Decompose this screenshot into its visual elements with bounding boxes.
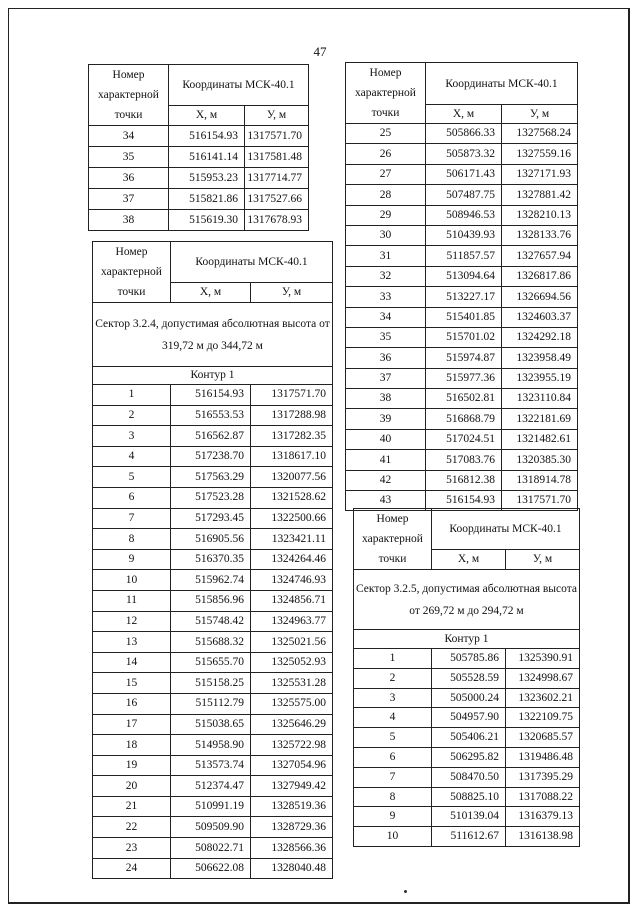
point-number-cell: 36 [346,348,426,368]
y-header: У, м [502,105,578,124]
point-number-cell: 34 [346,307,426,327]
x-coordinate-cell: 515953.23 [169,168,245,189]
point-number-cell: 11 [93,590,171,611]
table-row [93,570,333,591]
table-row [354,708,580,728]
point-number-cell: 19 [93,755,171,776]
table-row [93,508,333,529]
table-row [89,147,309,168]
y-coordinate-cell: 1317282.35 [251,426,333,447]
y-coordinate-cell: 1327054.96 [251,755,333,776]
x-header: Х, м [426,105,502,124]
x-coordinate-cell: 516154.93 [169,126,245,147]
y-coordinate-cell: 1326817.86 [502,266,578,286]
x-coordinate-cell: 515856.96 [171,590,251,611]
table-row [93,693,333,714]
y-coordinate-cell: 1317527.66 [245,189,309,210]
y-coordinate-cell: 1328729.36 [251,817,333,838]
y-coordinate-cell: 1323110.84 [502,389,578,409]
point-number-cell: 8 [93,529,171,550]
point-number-cell: 40 [346,429,426,449]
x-coordinate-cell: 516905.56 [171,529,251,550]
table-row [93,796,333,817]
point-number-cell: 18 [93,735,171,756]
y-coordinate-cell: 1328133.76 [502,225,578,245]
table-row [93,611,333,632]
y-coordinate-cell: 1321482.61 [502,429,578,449]
table-row [93,652,333,673]
sector-title: Сектор 3.2.4, допустимая абсолютная высота от 319,72 м до 344,72 м [93,303,333,367]
table-row [93,467,333,488]
y-header: У, м [245,105,309,125]
x-header: Х, м [171,282,251,302]
x-coordinate-cell: 505000.24 [432,688,506,708]
table-row [93,755,333,776]
table-row [346,124,578,144]
table-row [93,590,333,611]
table-row [354,668,580,688]
point-number-cell: 4 [354,708,432,728]
x-coordinate-cell: 510991.19 [171,796,251,817]
table-row [354,807,580,827]
table-row [346,368,578,388]
table-row [89,210,309,231]
x-coordinate-cell: 515401.85 [426,307,502,327]
table-row [346,307,578,327]
y-coordinate-cell: 1328040.48 [251,858,333,879]
y-coordinate-cell: 1318617.10 [251,446,333,467]
x-coordinate-cell: 506295.82 [432,747,506,767]
x-coordinate-cell: 515158.25 [171,673,251,694]
contour-label: Контур 1 [354,630,580,649]
x-coordinate-cell: 515619.30 [169,210,245,231]
y-coordinate-cell: 1317395.29 [506,767,580,787]
x-coordinate-cell: 513227.17 [426,287,502,307]
y-coordinate-cell: 1327949.42 [251,776,333,797]
x-coordinate-cell: 515962.74 [171,570,251,591]
point-number-cell: 37 [346,368,426,388]
y-coordinate-cell: 1320385.30 [502,450,578,470]
table-row [93,673,333,694]
x-coordinate-cell: 504957.90 [432,708,506,728]
x-coordinate-cell: 517293.45 [171,508,251,529]
point-number-cell: 9 [354,807,432,827]
x-coordinate-cell: 516868.79 [426,409,502,429]
y-coordinate-cell: 1322500.66 [251,508,333,529]
table-row [93,776,333,797]
x-coordinate-cell: 516553.53 [171,405,251,426]
coordinates-header: Координаты МСК-40.1 [169,65,309,106]
y-coordinate-cell: 1317678.93 [245,210,309,231]
point-number-cell: 1 [93,385,171,406]
table-row [346,450,578,470]
page-number: 47 [313,44,327,59]
point-number-cell: 10 [354,827,432,847]
table-row [93,487,333,508]
x-coordinate-cell: 515112.79 [171,693,251,714]
point-number-cell: 24 [93,858,171,879]
y-coordinate-cell: 1324264.46 [251,549,333,570]
x-coordinate-cell: 514958.90 [171,735,251,756]
y-coordinate-cell: 1324963.77 [251,611,333,632]
point-number-cell: 17 [93,714,171,735]
point-number-cell: 42 [346,470,426,490]
point-number-cell: 14 [93,652,171,673]
point-number-cell: 36 [89,168,169,189]
x-coordinate-cell: 517024.51 [426,429,502,449]
coordinates-header: Координаты МСК-40.1 [432,509,580,550]
point-number-cell: 27 [346,164,426,184]
x-coordinate-cell: 515977.36 [426,368,502,388]
y-coordinate-cell: 1322109.75 [506,708,580,728]
x-coordinate-cell: 507487.75 [426,185,502,205]
y-coordinate-cell: 1319486.48 [506,747,580,767]
contour-label: Контур 1 [93,367,333,385]
x-coordinate-cell: 516370.35 [171,549,251,570]
x-coordinate-cell: 510439.93 [426,225,502,245]
y-coordinate-cell: 1317088.22 [506,787,580,807]
y-coordinate-cell: 1328566.36 [251,838,333,859]
y-coordinate-cell: 1325575.00 [251,693,333,714]
point-number-cell: 34 [89,126,169,147]
x-coordinate-cell: 505785.86 [432,649,506,669]
table-row [346,144,578,164]
point-number-cell: 3 [354,688,432,708]
point-number-cell: 16 [93,693,171,714]
table-row [93,632,333,653]
x-coordinate-cell: 517523.28 [171,487,251,508]
point-number-cell: 13 [93,632,171,653]
y-coordinate-cell: 1317714.77 [245,168,309,189]
x-header: Х, м [432,549,506,569]
y-coordinate-cell: 1323958.49 [502,348,578,368]
x-coordinate-cell: 517563.29 [171,467,251,488]
y-coordinate-cell: 1317571.70 [245,126,309,147]
point-number-cell: 8 [354,787,432,807]
table-row [346,205,578,225]
x-coordinate-cell: 515688.32 [171,632,251,653]
x-coordinate-cell: 515655.70 [171,652,251,673]
x-coordinate-cell: 508470.50 [432,767,506,787]
y-coordinate-cell: 1327559.16 [502,144,578,164]
table-row [93,385,333,406]
point-number-cell: 5 [93,467,171,488]
table-row [93,529,333,550]
point-number-cell: 35 [89,147,169,168]
y-coordinate-cell: 1321528.62 [251,487,333,508]
x-coordinate-cell: 517083.76 [426,450,502,470]
point-number-cell: 4 [93,446,171,467]
point-number-cell: 20 [93,776,171,797]
point-number-cell: 32 [346,266,426,286]
point-number-header: Номер характерной точки [89,65,169,126]
point-number-cell: 38 [346,389,426,409]
table-row [346,327,578,347]
table-row [346,185,578,205]
y-coordinate-cell: 1316138.98 [506,827,580,847]
y-coordinate-cell: 1320077.56 [251,467,333,488]
y-coordinate-cell: 1325722.98 [251,735,333,756]
table-row [89,126,309,147]
sector-title: Сектор 3.2.5, допустимая абсолютная высота от 269,72 м до 294,72 м [354,570,580,630]
point-number-cell: 26 [346,144,426,164]
y-coordinate-cell: 1326694.56 [502,287,578,307]
point-number-cell: 1 [354,649,432,669]
y-coordinate-cell: 1323955.19 [502,368,578,388]
y-coordinate-cell: 1317288.98 [251,405,333,426]
x-coordinate-cell: 516812.38 [426,470,502,490]
table-row [93,446,333,467]
x-coordinate-cell: 505873.32 [426,144,502,164]
x-coordinate-cell: 506171.43 [426,164,502,184]
table-row [346,246,578,266]
x-coordinate-cell: 510139.04 [432,807,506,827]
x-coordinate-cell: 511857.57 [426,246,502,266]
y-coordinate-cell: 1324856.71 [251,590,333,611]
point-number-cell: 41 [346,450,426,470]
y-coordinate-cell: 1317571.70 [502,491,578,511]
y-coordinate-cell: 1324746.93 [251,570,333,591]
point-number-cell: 10 [93,570,171,591]
table-row [354,827,580,847]
y-coordinate-cell: 1323421.11 [251,529,333,550]
point-number-cell: 39 [346,409,426,429]
y-coordinate-cell: 1325646.29 [251,714,333,735]
table-row [346,409,578,429]
x-coordinate-cell: 516154.93 [426,491,502,511]
y-coordinate-cell: 1318914.78 [502,470,578,490]
y-header: У, м [251,282,333,302]
coordinates-header: Координаты МСК-40.1 [171,242,333,283]
point-number-header: Номер характерной точки [354,509,432,570]
y-coordinate-cell: 1328519.36 [251,796,333,817]
point-number-cell: 30 [346,225,426,245]
coordinates-table-d [353,508,580,847]
x-coordinate-cell: 516562.87 [171,426,251,447]
table-row [354,728,580,748]
point-number-cell: 23 [93,838,171,859]
x-coordinate-cell: 505866.33 [426,124,502,144]
ink-dot [404,890,407,893]
point-number-cell: 31 [346,246,426,266]
table-row [346,225,578,245]
x-coordinate-cell: 511612.67 [432,827,506,847]
table-row [346,287,578,307]
x-coordinate-cell: 505406.21 [432,728,506,748]
y-coordinate-cell: 1325021.56 [251,632,333,653]
point-number-cell: 7 [93,508,171,529]
x-coordinate-cell: 515974.87 [426,348,502,368]
y-coordinate-cell: 1327171.93 [502,164,578,184]
y-coordinate-cell: 1323602.21 [506,688,580,708]
table-row [89,168,309,189]
y-coordinate-cell: 1324603.37 [502,307,578,327]
y-coordinate-cell: 1322181.69 [502,409,578,429]
point-number-cell: 9 [93,549,171,570]
y-coordinate-cell: 1317571.70 [251,385,333,406]
x-coordinate-cell: 516141.14 [169,147,245,168]
table-row [346,470,578,490]
point-number-cell: 29 [346,205,426,225]
coordinates-table-b [92,241,333,879]
x-coordinate-cell: 515701.02 [426,327,502,347]
y-coordinate-cell: 1325390.91 [506,649,580,669]
y-coordinate-cell: 1327568.24 [502,124,578,144]
point-number-cell: 6 [93,487,171,508]
table-row [346,389,578,409]
x-coordinate-cell: 509509.90 [171,817,251,838]
x-coordinate-cell: 506622.08 [171,858,251,879]
x-coordinate-cell: 517238.70 [171,446,251,467]
table-row [93,714,333,735]
y-coordinate-cell: 1325531.28 [251,673,333,694]
table-row [93,549,333,570]
table-row [346,266,578,286]
coordinates-table-a [88,64,309,231]
point-number-cell: 21 [93,796,171,817]
point-number-cell: 2 [93,405,171,426]
point-number-cell: 5 [354,728,432,748]
table-row [354,747,580,767]
table-row [354,787,580,807]
point-number-cell: 35 [346,327,426,347]
point-number-header: Номер характерной точки [346,63,426,124]
y-coordinate-cell: 1328210.13 [502,205,578,225]
point-number-cell: 38 [89,210,169,231]
table-row [346,164,578,184]
x-coordinate-cell: 513094.64 [426,266,502,286]
point-number-cell: 3 [93,426,171,447]
table-row [93,817,333,838]
x-coordinate-cell: 512374.47 [171,776,251,797]
table-row [93,405,333,426]
table-row [93,426,333,447]
y-coordinate-cell: 1324998.67 [506,668,580,688]
point-number-cell: 37 [89,189,169,210]
table-row [354,688,580,708]
x-coordinate-cell: 516154.93 [171,385,251,406]
point-number-cell: 12 [93,611,171,632]
x-coordinate-cell: 505528.59 [432,668,506,688]
table-row [354,649,580,669]
point-number-cell: 22 [93,817,171,838]
table-row [346,429,578,449]
point-number-cell: 28 [346,185,426,205]
point-number-cell: 33 [346,287,426,307]
x-coordinate-cell: 508825.10 [432,787,506,807]
point-number-cell: 15 [93,673,171,694]
table-row [89,189,309,210]
table-row [93,838,333,859]
y-coordinate-cell: 1320685.57 [506,728,580,748]
y-coordinate-cell: 1324292.18 [502,327,578,347]
table-row [346,348,578,368]
x-coordinate-cell: 516502.81 [426,389,502,409]
table-row [354,767,580,787]
table-row [93,735,333,756]
point-number-cell: 25 [346,124,426,144]
point-number-cell: 43 [346,491,426,511]
x-coordinate-cell: 515748.42 [171,611,251,632]
x-header: Х, м [169,105,245,125]
x-coordinate-cell: 508946.53 [426,205,502,225]
y-coordinate-cell: 1317581.48 [245,147,309,168]
x-coordinate-cell: 508022.71 [171,838,251,859]
coordinates-header: Координаты МСК-40.1 [426,63,578,105]
x-coordinate-cell: 515821.86 [169,189,245,210]
x-coordinate-cell: 513573.74 [171,755,251,776]
table-row [93,858,333,879]
point-number-cell: 2 [354,668,432,688]
y-coordinate-cell: 1316379.13 [506,807,580,827]
y-coordinate-cell: 1327881.42 [502,185,578,205]
coordinates-table-c [345,62,578,511]
y-coordinate-cell: 1325052.93 [251,652,333,673]
point-number-cell: 7 [354,767,432,787]
point-number-header: Номер характерной точки [93,242,171,303]
y-header: У, м [506,549,580,569]
y-coordinate-cell: 1327657.94 [502,246,578,266]
point-number-cell: 6 [354,747,432,767]
x-coordinate-cell: 515038.65 [171,714,251,735]
